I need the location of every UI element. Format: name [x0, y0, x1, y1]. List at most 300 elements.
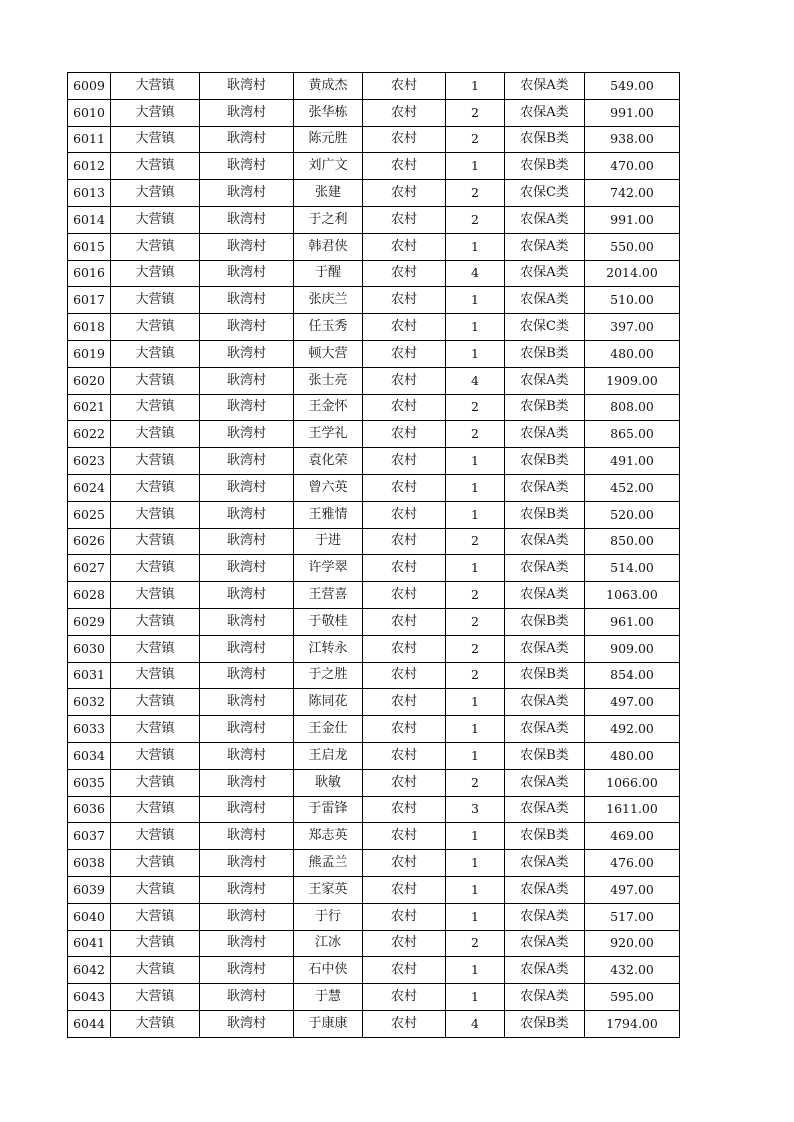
cell-insurance-type: 农保C类 — [505, 314, 585, 341]
cell-insurance-type: 农保A类 — [505, 555, 585, 582]
cell-village: 耿湾村 — [200, 474, 294, 501]
cell-household-size: 2 — [446, 662, 505, 689]
cell-amount: 520.00 — [585, 501, 680, 528]
records-table — [67, 72, 680, 1038]
cell-amount: 397.00 — [585, 314, 680, 341]
cell-name: 任玉秀 — [294, 314, 363, 341]
cell-household-size: 1 — [446, 555, 505, 582]
cell-amount: 480.00 — [585, 742, 680, 769]
cell-category: 农村 — [363, 99, 446, 126]
cell-insurance-type: 农保A类 — [505, 260, 585, 287]
cell-town: 大营镇 — [111, 180, 200, 207]
cell-category: 农村 — [363, 153, 446, 180]
cell-amount: 1794.00 — [585, 1010, 680, 1037]
cell-name: 郑志英 — [294, 823, 363, 850]
table-row — [68, 474, 680, 501]
cell-village: 耿湾村 — [200, 930, 294, 957]
cell-town: 大营镇 — [111, 287, 200, 314]
cell-amount: 808.00 — [585, 394, 680, 421]
cell-household-size: 2 — [446, 608, 505, 635]
cell-household-size: 1 — [446, 957, 505, 984]
cell-name: 袁化荣 — [294, 448, 363, 475]
table-row — [68, 689, 680, 716]
table-row — [68, 876, 680, 903]
cell-name: 顿大营 — [294, 340, 363, 367]
cell-row-id: 6025 — [68, 501, 111, 528]
cell-village: 耿湾村 — [200, 153, 294, 180]
cell-amount: 938.00 — [585, 126, 680, 153]
cell-insurance-type: 农保B类 — [505, 153, 585, 180]
cell-insurance-type: 农保A类 — [505, 474, 585, 501]
cell-village: 耿湾村 — [200, 689, 294, 716]
cell-insurance-type: 农保A类 — [505, 689, 585, 716]
cell-household-size: 3 — [446, 796, 505, 823]
cell-village: 耿湾村 — [200, 742, 294, 769]
cell-name: 王雅情 — [294, 501, 363, 528]
cell-town: 大营镇 — [111, 876, 200, 903]
cell-row-id: 6018 — [68, 314, 111, 341]
table-row — [68, 716, 680, 743]
cell-household-size: 2 — [446, 635, 505, 662]
cell-village: 耿湾村 — [200, 528, 294, 555]
table-row — [68, 448, 680, 475]
cell-household-size: 2 — [446, 99, 505, 126]
cell-amount: 1066.00 — [585, 769, 680, 796]
cell-amount: 476.00 — [585, 850, 680, 877]
cell-amount: 469.00 — [585, 823, 680, 850]
cell-household-size: 4 — [446, 1010, 505, 1037]
cell-town: 大营镇 — [111, 662, 200, 689]
cell-village: 耿湾村 — [200, 662, 294, 689]
table-row — [68, 126, 680, 153]
cell-name: 王学礼 — [294, 421, 363, 448]
cell-village: 耿湾村 — [200, 555, 294, 582]
cell-village: 耿湾村 — [200, 206, 294, 233]
cell-insurance-type: 农保B类 — [505, 1010, 585, 1037]
cell-household-size: 1 — [446, 742, 505, 769]
cell-insurance-type: 农保B类 — [505, 823, 585, 850]
table-row — [68, 394, 680, 421]
cell-town: 大营镇 — [111, 930, 200, 957]
cell-name: 张庆兰 — [294, 287, 363, 314]
cell-name: 于行 — [294, 903, 363, 930]
cell-village: 耿湾村 — [200, 367, 294, 394]
table-row — [68, 206, 680, 233]
cell-village: 耿湾村 — [200, 608, 294, 635]
cell-category: 农村 — [363, 421, 446, 448]
cell-town: 大营镇 — [111, 153, 200, 180]
cell-name: 陈同花 — [294, 689, 363, 716]
cell-row-id: 6011 — [68, 126, 111, 153]
cell-category: 农村 — [363, 903, 446, 930]
cell-town: 大营镇 — [111, 635, 200, 662]
cell-amount: 991.00 — [585, 206, 680, 233]
cell-name: 江转永 — [294, 635, 363, 662]
cell-category: 农村 — [363, 796, 446, 823]
table-row — [68, 1010, 680, 1037]
cell-town: 大营镇 — [111, 608, 200, 635]
cell-town: 大营镇 — [111, 340, 200, 367]
table-row — [68, 930, 680, 957]
cell-name: 于之胜 — [294, 662, 363, 689]
cell-household-size: 1 — [446, 340, 505, 367]
cell-household-size: 1 — [446, 474, 505, 501]
cell-category: 农村 — [363, 287, 446, 314]
cell-village: 耿湾村 — [200, 287, 294, 314]
cell-amount: 514.00 — [585, 555, 680, 582]
table-row — [68, 287, 680, 314]
cell-row-id: 6033 — [68, 716, 111, 743]
cell-category: 农村 — [363, 233, 446, 260]
cell-village: 耿湾村 — [200, 635, 294, 662]
table-row — [68, 769, 680, 796]
cell-insurance-type: 农保A类 — [505, 73, 585, 100]
table-row — [68, 984, 680, 1011]
cell-row-id: 6044 — [68, 1010, 111, 1037]
cell-amount: 1063.00 — [585, 582, 680, 609]
cell-name: 许学翠 — [294, 555, 363, 582]
cell-amount: 517.00 — [585, 903, 680, 930]
cell-household-size: 1 — [446, 823, 505, 850]
table-row — [68, 582, 680, 609]
cell-row-id: 6040 — [68, 903, 111, 930]
cell-row-id: 6017 — [68, 287, 111, 314]
cell-row-id: 6015 — [68, 233, 111, 260]
cell-town: 大营镇 — [111, 233, 200, 260]
cell-amount: 550.00 — [585, 233, 680, 260]
cell-town: 大营镇 — [111, 394, 200, 421]
table-row — [68, 635, 680, 662]
cell-household-size: 1 — [446, 153, 505, 180]
cell-name: 于醒 — [294, 260, 363, 287]
cell-household-size: 2 — [446, 394, 505, 421]
cell-category: 农村 — [363, 716, 446, 743]
cell-row-id: 6021 — [68, 394, 111, 421]
cell-category: 农村 — [363, 528, 446, 555]
cell-amount: 920.00 — [585, 930, 680, 957]
cell-amount: 452.00 — [585, 474, 680, 501]
cell-name: 石中侠 — [294, 957, 363, 984]
cell-village: 耿湾村 — [200, 984, 294, 1011]
cell-village: 耿湾村 — [200, 796, 294, 823]
cell-insurance-type: 农保A类 — [505, 716, 585, 743]
cell-amount: 497.00 — [585, 876, 680, 903]
table-row — [68, 796, 680, 823]
cell-village: 耿湾村 — [200, 314, 294, 341]
cell-village: 耿湾村 — [200, 1010, 294, 1037]
table-row — [68, 850, 680, 877]
cell-insurance-type: 农保A类 — [505, 233, 585, 260]
cell-category: 农村 — [363, 73, 446, 100]
cell-household-size: 1 — [446, 716, 505, 743]
cell-household-size: 1 — [446, 501, 505, 528]
cell-town: 大营镇 — [111, 769, 200, 796]
cell-insurance-type: 农保A类 — [505, 582, 585, 609]
cell-insurance-type: 农保A类 — [505, 850, 585, 877]
cell-village: 耿湾村 — [200, 394, 294, 421]
cell-name: 于慧 — [294, 984, 363, 1011]
cell-village: 耿湾村 — [200, 448, 294, 475]
cell-category: 农村 — [363, 180, 446, 207]
cell-town: 大营镇 — [111, 260, 200, 287]
cell-amount: 510.00 — [585, 287, 680, 314]
table-row — [68, 555, 680, 582]
cell-household-size: 2 — [446, 206, 505, 233]
table-row — [68, 823, 680, 850]
cell-amount: 742.00 — [585, 180, 680, 207]
cell-row-id: 6041 — [68, 930, 111, 957]
cell-town: 大营镇 — [111, 314, 200, 341]
cell-row-id: 6030 — [68, 635, 111, 662]
cell-row-id: 6028 — [68, 582, 111, 609]
cell-village: 耿湾村 — [200, 957, 294, 984]
cell-town: 大营镇 — [111, 73, 200, 100]
cell-town: 大营镇 — [111, 448, 200, 475]
cell-insurance-type: 农保A类 — [505, 287, 585, 314]
cell-row-id: 6029 — [68, 608, 111, 635]
cell-village: 耿湾村 — [200, 769, 294, 796]
cell-category: 农村 — [363, 394, 446, 421]
cell-insurance-type: 农保B类 — [505, 448, 585, 475]
cell-household-size: 2 — [446, 126, 505, 153]
cell-insurance-type: 农保B类 — [505, 742, 585, 769]
cell-category: 农村 — [363, 984, 446, 1011]
cell-household-size: 2 — [446, 769, 505, 796]
cell-village: 耿湾村 — [200, 99, 294, 126]
cell-household-size: 2 — [446, 930, 505, 957]
cell-town: 大营镇 — [111, 528, 200, 555]
cell-insurance-type: 农保B类 — [505, 340, 585, 367]
cell-town: 大营镇 — [111, 689, 200, 716]
cell-insurance-type: 农保A类 — [505, 903, 585, 930]
table-row — [68, 73, 680, 100]
cell-amount: 549.00 — [585, 73, 680, 100]
cell-name: 王金怀 — [294, 394, 363, 421]
cell-row-id: 6013 — [68, 180, 111, 207]
cell-town: 大营镇 — [111, 796, 200, 823]
cell-household-size: 1 — [446, 233, 505, 260]
cell-category: 农村 — [363, 930, 446, 957]
cell-household-size: 2 — [446, 421, 505, 448]
cell-household-size: 1 — [446, 850, 505, 877]
cell-amount: 492.00 — [585, 716, 680, 743]
cell-village: 耿湾村 — [200, 126, 294, 153]
cell-name: 张士亮 — [294, 367, 363, 394]
cell-category: 农村 — [363, 340, 446, 367]
cell-household-size: 1 — [446, 448, 505, 475]
table-row — [68, 260, 680, 287]
cell-row-id: 6009 — [68, 73, 111, 100]
cell-name: 于进 — [294, 528, 363, 555]
cell-amount: 865.00 — [585, 421, 680, 448]
cell-row-id: 6031 — [68, 662, 111, 689]
cell-household-size: 1 — [446, 689, 505, 716]
table-row — [68, 662, 680, 689]
table-row — [68, 367, 680, 394]
cell-insurance-type: 农保A类 — [505, 984, 585, 1011]
cell-village: 耿湾村 — [200, 716, 294, 743]
cell-village: 耿湾村 — [200, 180, 294, 207]
cell-amount: 961.00 — [585, 608, 680, 635]
cell-row-id: 6035 — [68, 769, 111, 796]
cell-amount: 491.00 — [585, 448, 680, 475]
cell-name: 曾六英 — [294, 474, 363, 501]
cell-row-id: 6022 — [68, 421, 111, 448]
cell-household-size: 1 — [446, 73, 505, 100]
cell-category: 农村 — [363, 367, 446, 394]
table-row — [68, 421, 680, 448]
cell-town: 大营镇 — [111, 474, 200, 501]
table-row — [68, 233, 680, 260]
cell-insurance-type: 农保B类 — [505, 394, 585, 421]
cell-amount: 1611.00 — [585, 796, 680, 823]
cell-household-size: 1 — [446, 984, 505, 1011]
cell-row-id: 6019 — [68, 340, 111, 367]
cell-amount: 909.00 — [585, 635, 680, 662]
cell-town: 大营镇 — [111, 984, 200, 1011]
table-row — [68, 528, 680, 555]
cell-amount: 470.00 — [585, 153, 680, 180]
cell-amount: 991.00 — [585, 99, 680, 126]
cell-category: 农村 — [363, 555, 446, 582]
cell-village: 耿湾村 — [200, 233, 294, 260]
cell-town: 大营镇 — [111, 99, 200, 126]
cell-town: 大营镇 — [111, 555, 200, 582]
cell-name: 张华栋 — [294, 99, 363, 126]
cell-insurance-type: 农保B类 — [505, 501, 585, 528]
cell-town: 大营镇 — [111, 126, 200, 153]
cell-category: 农村 — [363, 823, 446, 850]
cell-name: 黄成杰 — [294, 73, 363, 100]
cell-category: 农村 — [363, 582, 446, 609]
cell-town: 大营镇 — [111, 421, 200, 448]
cell-town: 大营镇 — [111, 582, 200, 609]
cell-household-size: 4 — [446, 367, 505, 394]
cell-household-size: 1 — [446, 876, 505, 903]
cell-town: 大营镇 — [111, 823, 200, 850]
cell-insurance-type: 农保A类 — [505, 635, 585, 662]
cell-town: 大营镇 — [111, 742, 200, 769]
cell-town: 大营镇 — [111, 903, 200, 930]
cell-village: 耿湾村 — [200, 73, 294, 100]
cell-category: 农村 — [363, 448, 446, 475]
cell-row-id: 6027 — [68, 555, 111, 582]
cell-village: 耿湾村 — [200, 501, 294, 528]
table-row — [68, 742, 680, 769]
cell-village: 耿湾村 — [200, 421, 294, 448]
cell-amount: 850.00 — [585, 528, 680, 555]
cell-row-id: 6024 — [68, 474, 111, 501]
cell-town: 大营镇 — [111, 206, 200, 233]
cell-village: 耿湾村 — [200, 823, 294, 850]
cell-insurance-type: 农保A类 — [505, 769, 585, 796]
cell-household-size: 2 — [446, 582, 505, 609]
cell-row-id: 6043 — [68, 984, 111, 1011]
cell-household-size: 4 — [446, 260, 505, 287]
cell-amount: 480.00 — [585, 340, 680, 367]
records-body — [68, 73, 680, 1038]
cell-category: 农村 — [363, 260, 446, 287]
cell-town: 大营镇 — [111, 850, 200, 877]
cell-name: 王家英 — [294, 876, 363, 903]
cell-row-id: 6016 — [68, 260, 111, 287]
cell-category: 农村 — [363, 206, 446, 233]
cell-insurance-type: 农保B类 — [505, 126, 585, 153]
cell-category: 农村 — [363, 876, 446, 903]
cell-category: 农村 — [363, 1010, 446, 1037]
cell-amount: 2014.00 — [585, 260, 680, 287]
cell-row-id: 6010 — [68, 99, 111, 126]
cell-village: 耿湾村 — [200, 582, 294, 609]
cell-name: 刘广文 — [294, 153, 363, 180]
cell-row-id: 6036 — [68, 796, 111, 823]
cell-insurance-type: 农保A类 — [505, 421, 585, 448]
cell-town: 大营镇 — [111, 367, 200, 394]
cell-insurance-type: 农保A类 — [505, 796, 585, 823]
cell-row-id: 6020 — [68, 367, 111, 394]
cell-row-id: 6038 — [68, 850, 111, 877]
cell-name: 江冰 — [294, 930, 363, 957]
cell-amount: 1909.00 — [585, 367, 680, 394]
cell-amount: 854.00 — [585, 662, 680, 689]
cell-row-id: 6014 — [68, 206, 111, 233]
cell-amount: 497.00 — [585, 689, 680, 716]
cell-town: 大营镇 — [111, 716, 200, 743]
cell-row-id: 6026 — [68, 528, 111, 555]
cell-name: 于之利 — [294, 206, 363, 233]
cell-name: 于康康 — [294, 1010, 363, 1037]
cell-name: 王启龙 — [294, 742, 363, 769]
cell-name: 熊孟兰 — [294, 850, 363, 877]
table-row — [68, 340, 680, 367]
cell-category: 农村 — [363, 662, 446, 689]
cell-row-id: 6037 — [68, 823, 111, 850]
cell-town: 大营镇 — [111, 957, 200, 984]
cell-household-size: 1 — [446, 287, 505, 314]
cell-town: 大营镇 — [111, 1010, 200, 1037]
table-row — [68, 957, 680, 984]
cell-category: 农村 — [363, 126, 446, 153]
cell-household-size: 1 — [446, 314, 505, 341]
cell-row-id: 6034 — [68, 742, 111, 769]
cell-category: 农村 — [363, 474, 446, 501]
cell-row-id: 6012 — [68, 153, 111, 180]
table-row — [68, 314, 680, 341]
cell-household-size: 2 — [446, 180, 505, 207]
cell-village: 耿湾村 — [200, 903, 294, 930]
cell-name: 韩君侠 — [294, 233, 363, 260]
cell-category: 农村 — [363, 608, 446, 635]
cell-household-size: 1 — [446, 903, 505, 930]
cell-household-size: 2 — [446, 528, 505, 555]
cell-category: 农村 — [363, 635, 446, 662]
cell-category: 农村 — [363, 769, 446, 796]
table-row — [68, 903, 680, 930]
table-row — [68, 501, 680, 528]
cell-category: 农村 — [363, 957, 446, 984]
cell-row-id: 6023 — [68, 448, 111, 475]
table-row — [68, 153, 680, 180]
cell-row-id: 6039 — [68, 876, 111, 903]
cell-insurance-type: 农保B类 — [505, 608, 585, 635]
cell-name: 王金仕 — [294, 716, 363, 743]
cell-village: 耿湾村 — [200, 850, 294, 877]
cell-name: 陈元胜 — [294, 126, 363, 153]
cell-row-id: 6042 — [68, 957, 111, 984]
cell-insurance-type: 农保A类 — [505, 876, 585, 903]
cell-category: 农村 — [363, 314, 446, 341]
cell-name: 于雷锋 — [294, 796, 363, 823]
